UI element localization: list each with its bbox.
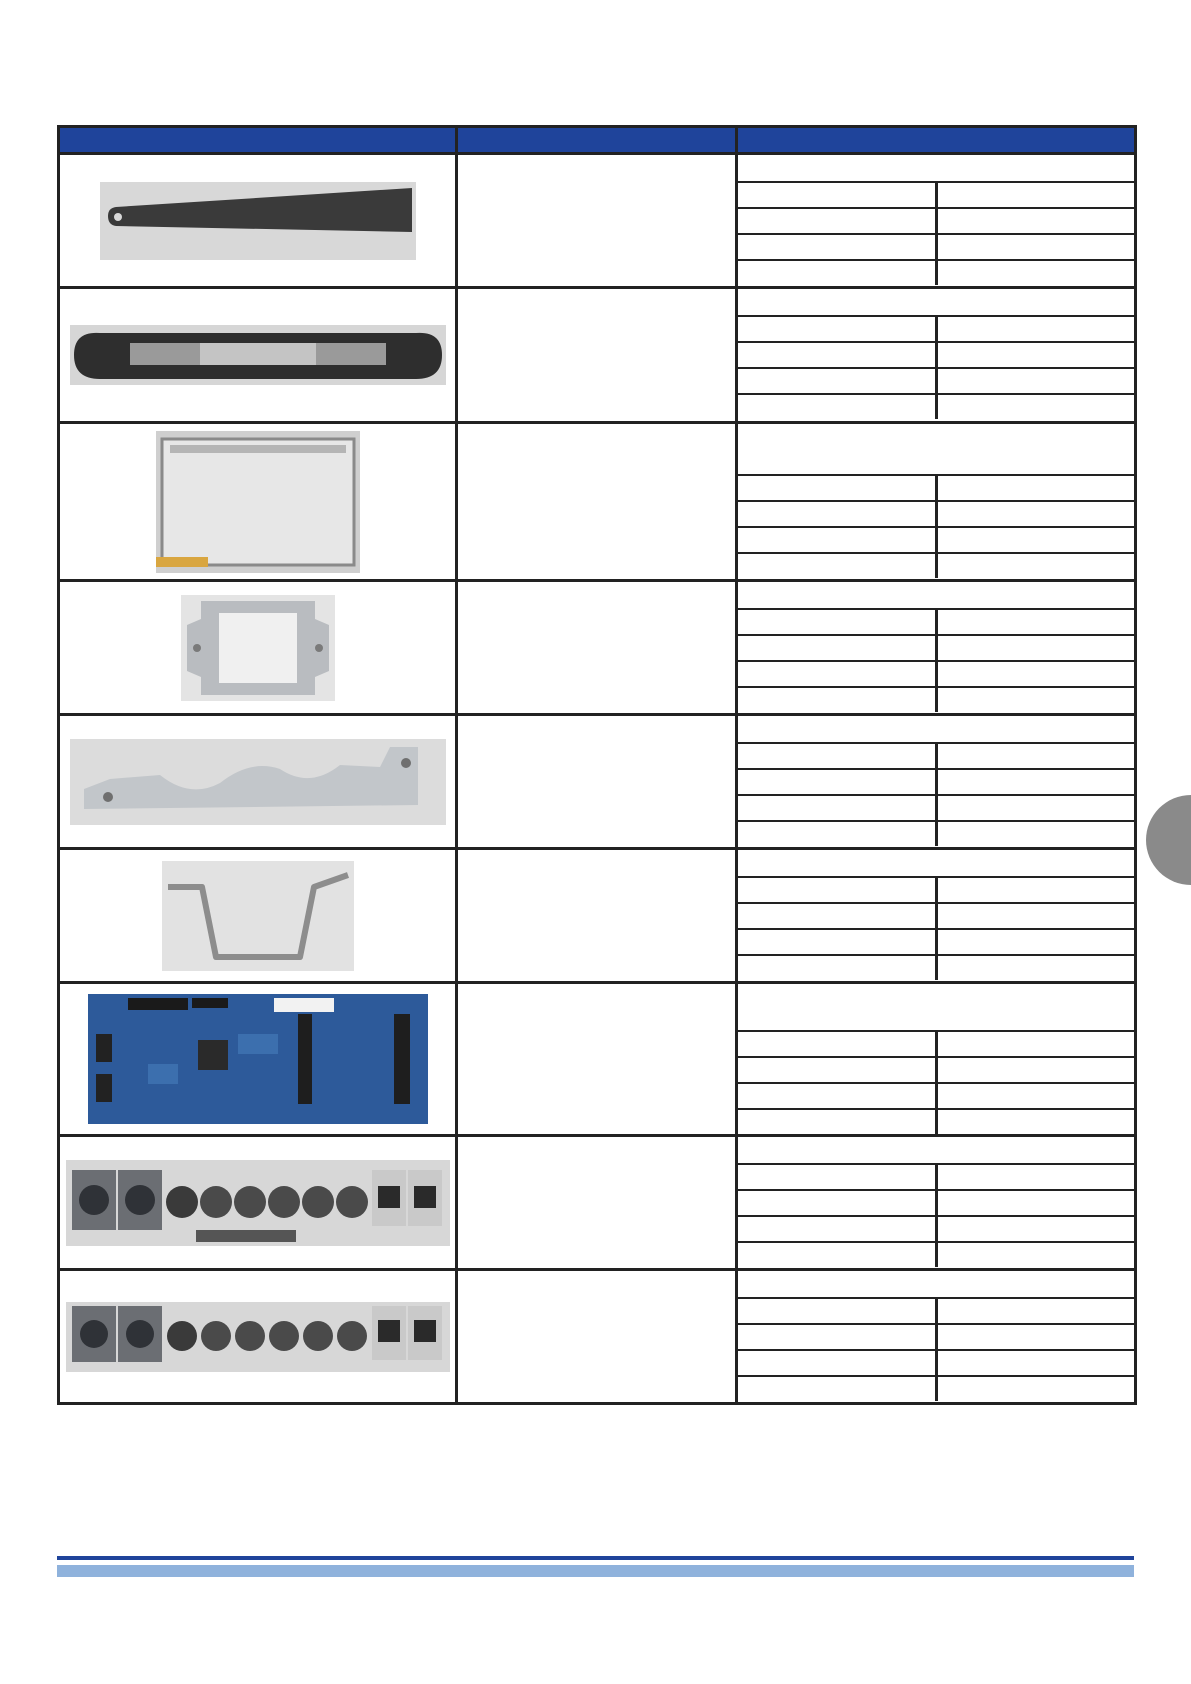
table-row	[59, 1270, 1136, 1404]
part-description	[457, 154, 737, 288]
part-description	[457, 423, 737, 581]
table-row	[59, 849, 1136, 983]
connector-panel-part	[66, 1302, 450, 1372]
table-header	[59, 127, 1136, 154]
part-description	[457, 288, 737, 423]
table-row	[59, 288, 1136, 423]
parts-table	[57, 125, 1137, 1405]
part-specs	[737, 581, 1136, 715]
header-image	[59, 127, 457, 154]
connector-panel-part	[66, 1160, 450, 1246]
part-description	[457, 581, 737, 715]
part-specs	[737, 288, 1136, 423]
section-tab	[1146, 795, 1191, 885]
table-row	[59, 154, 1136, 288]
part-specs	[737, 154, 1136, 288]
part-description	[457, 1136, 737, 1270]
part-specs	[737, 1270, 1136, 1404]
part-specs	[737, 715, 1136, 849]
table-row	[59, 1136, 1136, 1270]
part-image-cell	[59, 1270, 457, 1404]
header-description	[457, 127, 737, 154]
part-specs	[737, 1136, 1136, 1270]
black-handle-frame-part	[70, 325, 446, 385]
part-specs	[737, 849, 1136, 983]
footer-rule	[57, 1556, 1134, 1560]
table-row	[59, 983, 1136, 1136]
part-image-cell	[59, 983, 457, 1136]
header-specs	[737, 127, 1136, 154]
circuit-board-part	[88, 994, 428, 1124]
wavy-metal-bracket-part	[70, 739, 446, 825]
tapered-black-strip-part	[100, 182, 416, 260]
part-image-cell	[59, 849, 457, 983]
part-image-cell	[59, 715, 457, 849]
footer-band	[57, 1565, 1134, 1577]
metal-chassis-tray-part	[156, 431, 360, 573]
part-image-cell	[59, 581, 457, 715]
bent-wire-handle-part	[162, 861, 354, 971]
part-specs	[737, 423, 1136, 581]
part-description	[457, 983, 737, 1136]
square-metal-bezel-part	[181, 595, 335, 701]
table-row	[59, 423, 1136, 581]
part-description	[457, 715, 737, 849]
part-description	[457, 1270, 737, 1404]
part-image-cell	[59, 154, 457, 288]
table-row	[59, 715, 1136, 849]
part-image-cell	[59, 423, 457, 581]
part-image-cell	[59, 288, 457, 423]
part-description	[457, 849, 737, 983]
part-image-cell	[59, 1136, 457, 1270]
table-row	[59, 581, 1136, 715]
part-specs	[737, 983, 1136, 1136]
